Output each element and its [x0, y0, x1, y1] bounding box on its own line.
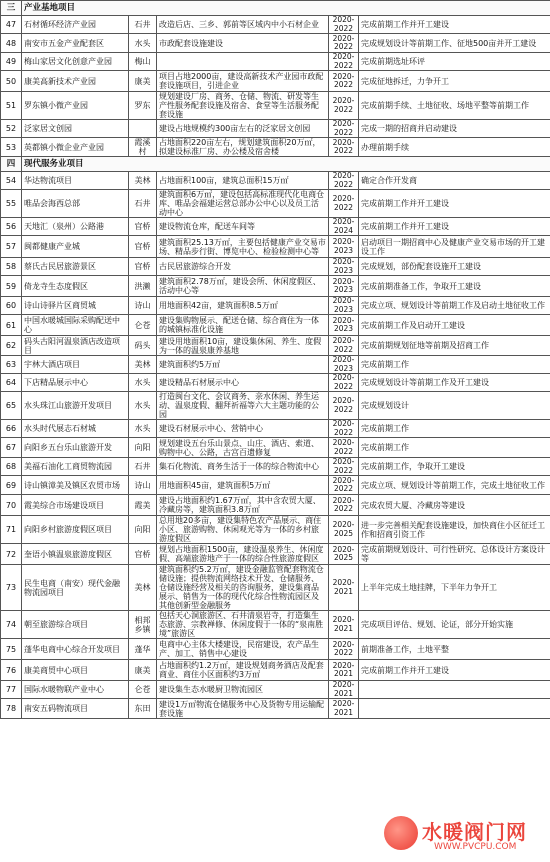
project-years: 2020-2022: [329, 190, 359, 218]
town-name: 石井: [129, 190, 157, 218]
row-number: 70: [1, 495, 22, 516]
annual-plan: 完成前期工作并开工建设: [359, 16, 550, 34]
table-row: [1, 172, 550, 190]
row-number: 76: [1, 660, 22, 681]
table-row: [1, 516, 550, 544]
annual-plan: 进一步完善相关配套设施建设，加快商住小区征迁工作和招商引资工作: [359, 516, 550, 544]
town-name: 罗东: [129, 92, 157, 120]
row-number: 69: [1, 476, 22, 495]
project-content: 用地面积42亩，建筑面积8.5万㎡: [157, 297, 329, 315]
project-name: 梅山家居文化创意产业园: [22, 53, 129, 71]
annual-plan: 完成征地拆迁，力争开工: [359, 71, 550, 92]
project-content: 建筑面积2.78万㎡，建设会所、休闲度假区、活动中心等: [157, 276, 329, 297]
project-content: 打造闽台文化、会议商务、亲水休闲、养生运动、温泉度假、翻拜祈福等六大主题功能的公园: [157, 392, 329, 420]
annual-plan: 启动项目一期招商中心及健康产业交易市场的开工建设工作: [359, 236, 550, 258]
project-name: 诗山诗驿片区商贸城: [22, 297, 129, 315]
table-row: [1, 218, 550, 236]
project-content: 项目占地2000亩，建设高新技术产业园市政配套设施项目，引进企业: [157, 71, 329, 92]
project-name: 康美商贸中心项目: [22, 660, 129, 681]
row-number: 74: [1, 611, 22, 639]
project-name: 倚龙寺生态度假区: [22, 276, 129, 297]
row-number: 54: [1, 172, 22, 190]
row-number: 49: [1, 53, 22, 71]
project-years: 2020-2022: [329, 120, 359, 138]
annual-plan: 确定合作开发商: [359, 172, 550, 190]
town-name: [129, 120, 157, 138]
project-content: 改造后店、三乡、郭前等区域内中小石材企业: [157, 16, 329, 34]
row-number: 48: [1, 34, 22, 53]
annual-plan: 完成前期手续、土地征收、场地平整等前期工作: [359, 92, 550, 120]
project-content: 占地面积约1.2万㎡，建设规划商务酒店及配套商业、商住小区面积约3万㎡: [157, 660, 329, 681]
table-row: [1, 392, 550, 420]
project-years: 2020-2022: [329, 639, 359, 660]
project-content: 建筑面积约5.2万㎡，建设金融监管配套物流仓储设施；提供物流网络技术开发、仓储服务、仓储设施经营及相关的咨询服务，建设集商品展示、销售为一体的现代化综合性物流园区及其他创新型金融服务: [157, 565, 329, 611]
town-name: 洪濑: [129, 276, 157, 297]
logo-emblem-icon: [384, 816, 418, 850]
table-row: [1, 236, 550, 258]
table-row: [1, 681, 550, 699]
annual-plan: 完成前期工作: [359, 438, 550, 458]
project-years: 2020-2021: [329, 699, 359, 719]
project-years: 2020-2022: [329, 138, 359, 157]
town-name: 康美: [129, 71, 157, 92]
row-number: 58: [1, 258, 22, 276]
project-years: 2020-2022: [329, 458, 359, 476]
row-number: 68: [1, 458, 22, 476]
table-row: [1, 34, 550, 53]
table-row: [1, 276, 550, 297]
town-name: 水头: [129, 34, 157, 53]
project-name: 国际水暖物联产业中心: [22, 681, 129, 699]
project-content: 建设占地面积约1.67万㎡，其中含农贸大厦、冷藏房等，建筑面积3.8万㎡: [157, 495, 329, 516]
project-content: 用地面积45亩，建筑面积5万㎡: [157, 476, 329, 495]
project-name: 英都镇小微企业产业园: [22, 138, 129, 157]
town-name: 石井: [129, 16, 157, 34]
section-header-row: [1, 1, 550, 16]
project-years: 2020-2025: [329, 544, 359, 565]
row-number: 72: [1, 544, 22, 565]
project-name: 泛家居文创园: [22, 120, 129, 138]
annual-plan: 完成规划设计: [359, 392, 550, 420]
town-name: 美林: [129, 172, 157, 190]
annual-plan: 完成项目评估、规划、论证，部分开始实施: [359, 611, 550, 639]
project-years: 2020-2024: [329, 218, 359, 236]
project-name: 华达物流项目: [22, 172, 129, 190]
project-years: 2020-2022: [329, 495, 359, 516]
project-name: 闽都健康产业城: [22, 236, 129, 258]
row-number: 62: [1, 336, 22, 356]
town-name: 相邦乡镇: [129, 611, 157, 639]
table-row: [1, 190, 550, 218]
project-years: 2020-2022: [329, 476, 359, 495]
town-name: 水头: [129, 420, 157, 438]
town-name: 霞溪村: [129, 138, 157, 157]
project-content: 规划占地面积1500亩，建设温泉养生、休闲度假、高端旅游地产于一体的综合性旅游度假区: [157, 544, 329, 565]
annual-plan: 完成前期工作并开工建设: [359, 190, 550, 218]
project-years: 2020-2022: [329, 420, 359, 438]
project-name: 水头时代展志石材城: [22, 420, 129, 438]
project-years: 2020-2023: [329, 276, 359, 297]
town-name: 美林: [129, 565, 157, 611]
project-years: 2020-2023: [329, 356, 359, 374]
row-number: 47: [1, 16, 22, 34]
row-number: 57: [1, 236, 22, 258]
project-content: 市政配套设施建设: [157, 34, 329, 53]
project-name: 诗山镇漳美及镇区农贸市场: [22, 476, 129, 495]
table-row: [1, 495, 550, 516]
town-name: 霞美: [129, 495, 157, 516]
project-name: 民生电商（南安）现代金融物流园项目: [22, 565, 129, 611]
project-years: 2020-2022: [329, 92, 359, 120]
table-row: [1, 16, 550, 34]
project-content: 建筑面积6万㎡，建设包括高标准现代化电商仓库、唯品会福建运营总部办公中心以及员工活动中心: [157, 190, 329, 218]
annual-plan: 完成前期工作并开工建设: [359, 218, 550, 236]
project-name: 天地汇（泉州）公路港: [22, 218, 129, 236]
project-years: 2020-2023: [329, 315, 359, 336]
annual-plan: [359, 699, 550, 719]
project-name: 蓬华电商中心综合开发项目: [22, 639, 129, 660]
project-name: 宇林大酒店项目: [22, 356, 129, 374]
annual-plan: 完成前期规划设计、可行性研究、总体设计方案设计等: [359, 544, 550, 565]
project-content: 建设石材展示中心、营销中心: [157, 420, 329, 438]
row-number: 63: [1, 356, 22, 374]
project-name: 朝至旅游综合项目: [22, 611, 129, 639]
annual-plan: 完成一期的招商并启动建设: [359, 120, 550, 138]
row-number: 53: [1, 138, 22, 157]
town-name: 官桥: [129, 258, 157, 276]
table-row: [1, 120, 550, 138]
project-years: 2020-2023: [329, 236, 359, 258]
table-row: [1, 138, 550, 157]
town-name: 石井: [129, 458, 157, 476]
project-years: 2020-2022: [329, 172, 359, 190]
annual-plan: 完成前期准备工作，争取开工建设: [359, 276, 550, 297]
project-years: 2020-2023: [329, 258, 359, 276]
project-years: 2020-2025: [329, 516, 359, 544]
project-years: 2020-2023: [329, 297, 359, 315]
project-content: [157, 53, 329, 71]
table-row: [1, 92, 550, 120]
project-name: 下店精品展示中心: [22, 374, 129, 392]
project-content: 包括天心洞旅游区、石井清泉岩寺，打造集生态旅游、宗教禅修、休闲度假于一体的“泉南胜境”旅游区: [157, 611, 329, 639]
table-row: [1, 476, 550, 495]
project-years: 2020-2021: [329, 660, 359, 681]
project-content: 建设集购物展示、配送仓储、综合商住为一体的城镇标准化设施: [157, 315, 329, 336]
project-content: 建筑面积约5万㎡: [157, 356, 329, 374]
section-title: 现代服务业项目: [22, 157, 550, 172]
project-content: 电商中心主体大楼建设，民宿建设，农产品生产、加工、销售中心建设: [157, 639, 329, 660]
project-name: 石材循环经济产业园: [22, 16, 129, 34]
project-name: 罗东镇小微产业园: [22, 92, 129, 120]
table-row: [1, 699, 550, 719]
table-row: [1, 639, 550, 660]
project-name: 霞美综合市场建设项目: [22, 495, 129, 516]
town-name: 诗山: [129, 297, 157, 315]
town-name: 官桥: [129, 236, 157, 258]
project-name: 中国水暖城国际采购配送中心: [22, 315, 129, 336]
project-content: 建设占地规模约300亩左右的泛家居文创园: [157, 120, 329, 138]
project-name: 南安五码物流项目: [22, 699, 129, 719]
project-content: 建设精品石材展示中心: [157, 374, 329, 392]
row-number: 66: [1, 420, 22, 438]
row-number: 55: [1, 190, 22, 218]
project-name: 美福石油化工商贸物流园: [22, 458, 129, 476]
project-content: 规划建设厂房、商务、仓储、物流、研发等生产性服务配套设施及宿舍、食堂等生活服务配套设施: [157, 92, 329, 120]
town-name: 官桥: [129, 218, 157, 236]
table-row: [1, 297, 550, 315]
row-number: 52: [1, 120, 22, 138]
table-row: [1, 336, 550, 356]
section-header-row: [1, 157, 550, 172]
row-number: 67: [1, 438, 22, 458]
annual-plan: 完成前期工作及启动开工建设: [359, 315, 550, 336]
project-years: 2020-2022: [329, 438, 359, 458]
project-name: 唯品会海西总部: [22, 190, 129, 218]
annual-plan: 完成前期选址环评: [359, 53, 550, 71]
project-years: 2020-2021: [329, 565, 359, 611]
project-years: 2020-2022: [329, 336, 359, 356]
annual-plan: 完成立项、规划设计等前期工作及启动土地征收工作: [359, 297, 550, 315]
table-row: [1, 374, 550, 392]
town-name: 康美: [129, 660, 157, 681]
project-name: 蔡氏古民居旅游景区: [22, 258, 129, 276]
table-row: [1, 438, 550, 458]
annual-plan: 完成前期规划征地等前期及招商工作: [359, 336, 550, 356]
town-name: 水头: [129, 392, 157, 420]
project-years: 2020-2021: [329, 681, 359, 699]
table-row: [1, 71, 550, 92]
annual-plan: [359, 681, 550, 699]
town-name: 向阳: [129, 438, 157, 458]
row-number: 59: [1, 276, 22, 297]
section-title: 产业基地项目: [22, 1, 550, 16]
row-number: 75: [1, 639, 22, 660]
annual-plan: 办理前期手续: [359, 138, 550, 157]
table-row: [1, 458, 550, 476]
annual-plan: 完成立项、规划设计等前期工作，完成土地征收工作: [359, 476, 550, 495]
town-name: 东田: [129, 699, 157, 719]
project-content: 总用地20多亩，建设集特色农产品展示、商住小区、旅游购物、休闲观光等为一体的乡村旅游度假区: [157, 516, 329, 544]
table-row: [1, 611, 550, 639]
town-name: 仑苍: [129, 681, 157, 699]
town-name: 梅山: [129, 53, 157, 71]
row-number: 61: [1, 315, 22, 336]
annual-plan: 完成前期工作，争取开工建设: [359, 458, 550, 476]
row-number: 78: [1, 699, 22, 719]
project-content: 建筑面积25.13万㎡，主要包括健康产业交易市场、精品步行街、博览中心、检验检测中心等: [157, 236, 329, 258]
project-years: 2020-2022: [329, 392, 359, 420]
project-years: 2020-2022: [329, 374, 359, 392]
project-content: 建设物流仓库，配送车间等: [157, 218, 329, 236]
row-number: 50: [1, 71, 22, 92]
project-years: 2020-2022: [329, 53, 359, 71]
row-number: 60: [1, 297, 22, 315]
table-row: [1, 420, 550, 438]
project-name: 奎语小镇温泉旅游度假区: [22, 544, 129, 565]
project-name: 水头珠江山旅游开发项目: [22, 392, 129, 420]
project-years: 2020-2022: [329, 34, 359, 53]
town-name: 美林: [129, 356, 157, 374]
section-number: 三: [1, 1, 22, 16]
watermark-brand: 水暖阀门网: [422, 820, 527, 844]
project-years: 2020-2022: [329, 71, 359, 92]
project-content: 占地面积220亩左右，规划建筑面积20万㎡，拟建设标准厂房、办公楼及宿舍楼: [157, 138, 329, 157]
annual-plan: 上半年完成土地挂牌，下半年力争开工: [359, 565, 550, 611]
table-row: [1, 258, 550, 276]
project-name: 南安市五金产业配套区: [22, 34, 129, 53]
table-row: [1, 53, 550, 71]
project-name: 向阳乡五台乐山旅游开发: [22, 438, 129, 458]
annual-plan: 前期准备工作，土地平整: [359, 639, 550, 660]
project-content: 建设1万㎡物流仓储服务中心及货物专用运输配套设施: [157, 699, 329, 719]
watermark-logo: [384, 814, 544, 858]
row-number: 73: [1, 565, 22, 611]
row-number: 64: [1, 374, 22, 392]
annual-plan: 完成规划，部份配套设施开工建设: [359, 258, 550, 276]
annual-plan: 完成农贸大厦、冷藏房等建设: [359, 495, 550, 516]
row-number: 65: [1, 392, 22, 420]
row-number: 56: [1, 218, 22, 236]
project-years: 2020-2022: [329, 16, 359, 34]
town-name: 向阳: [129, 516, 157, 544]
town-name: 仑苍: [129, 315, 157, 336]
table-row: [1, 660, 550, 681]
project-content: 建设集生态水暖厨卫物流园区: [157, 681, 329, 699]
town-name: 码头: [129, 336, 157, 356]
row-number: 71: [1, 516, 22, 544]
project-content: 规划建设五台乐山景点、山庄、酒店、索道、购物中心、公路，古宫百遗修复: [157, 438, 329, 458]
project-name: 码头古阳河温泉酒店改造项目: [22, 336, 129, 356]
section-number: 四: [1, 157, 22, 172]
annual-plan: 完成前期工作: [359, 356, 550, 374]
table-body: [1, 1, 550, 719]
annual-plan: 完成规划设计等前期工作及开工建设: [359, 374, 550, 392]
row-number: 77: [1, 681, 22, 699]
table-row: [1, 315, 550, 336]
annual-plan: 完成前期工作并开工建设: [359, 660, 550, 681]
annual-plan: 完成规划设计等前期工作、征地500亩并开工建设: [359, 34, 550, 53]
project-years: 2020-2021: [329, 611, 359, 639]
watermark-url: WWW.PVCPU.COM: [434, 842, 517, 852]
town-name: 官桥: [129, 544, 157, 565]
project-name: 向阳乡村旅游度假区项目: [22, 516, 129, 544]
table-row: [1, 544, 550, 565]
table-row: [1, 356, 550, 374]
project-content: 占地面积100亩，建筑总面积15万㎡: [157, 172, 329, 190]
project-content: 集石化物流、商务生活于一体的综合物流中心: [157, 458, 329, 476]
project-content: 古民居旅游综合开发: [157, 258, 329, 276]
town-name: 蓬华: [129, 639, 157, 660]
project-name: 康美高新技术产业园: [22, 71, 129, 92]
town-name: 诗山: [129, 476, 157, 495]
table-row: [1, 565, 550, 611]
annual-plan: 完成前期工作: [359, 420, 550, 438]
project-content: 建设用地面积10亩，建设集休闲、养生、度假为一体的温泉康养基地: [157, 336, 329, 356]
row-number: 51: [1, 92, 22, 120]
town-name: 水头: [129, 374, 157, 392]
